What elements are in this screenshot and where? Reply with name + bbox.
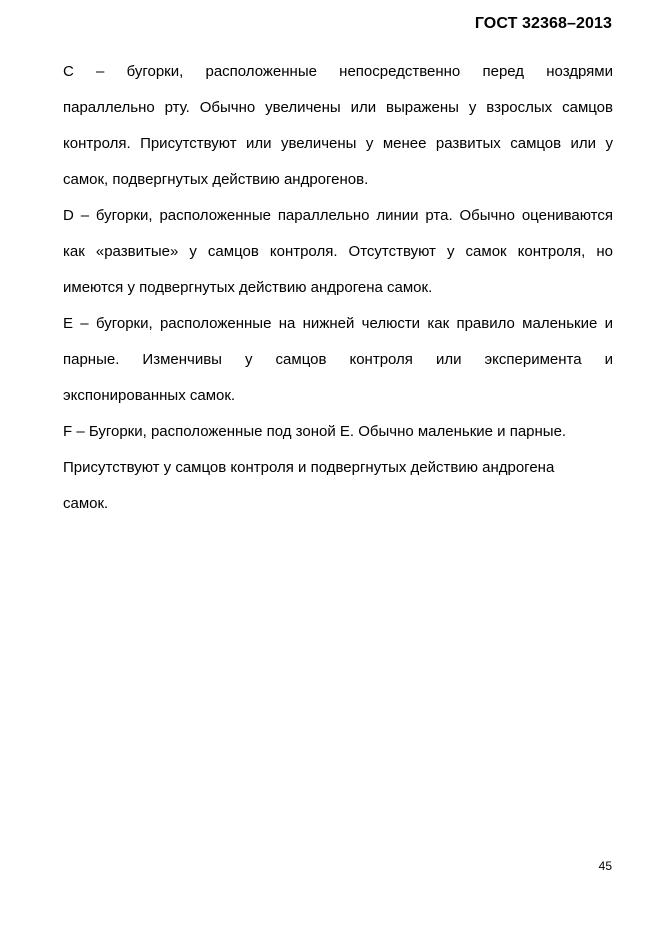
text-line: параллельно рту. Обычно увеличены или выражены у взрослых самцов	[63, 99, 613, 116]
text-line: экспонированных самок.	[63, 387, 236, 404]
text-line: F – Бугорки, расположенные под зоной Е. Обычно маленькие и парные.	[63, 423, 567, 440]
text-line: Е – бугорки, расположенные на нижней челюсти как правило маленькие и	[63, 315, 613, 332]
text-line: С – бугорки, расположенные непосредственно перед ноздрями	[63, 63, 613, 80]
document-code-header: ГОСТ 32368–2013	[474, 15, 612, 32]
text-line: D – бугорки, расположенные параллельно линии рта. Обычно оцениваются	[63, 207, 613, 224]
body-text	[63, 59, 613, 527]
text-line: самок, подвергнутых действию андрогенов.	[63, 171, 369, 188]
text-line: контроля. Присутствуют или увеличены у менее развитых самцов или у	[63, 135, 613, 152]
text-line: Присутствуют у самцов контроля и подвергнутых действию андрогена	[63, 459, 555, 476]
page-number: 45	[598, 859, 612, 873]
text-line: как «развитые» у самцов контроля. Отсутствуют у самок контроля, но	[63, 243, 613, 260]
text-line: парные. Изменчивы у самцов контроля или эксперимента и	[63, 351, 613, 368]
text-line: имеются у подвергнутых действию андрогена самок.	[63, 279, 433, 296]
text-line: самок.	[63, 495, 109, 512]
